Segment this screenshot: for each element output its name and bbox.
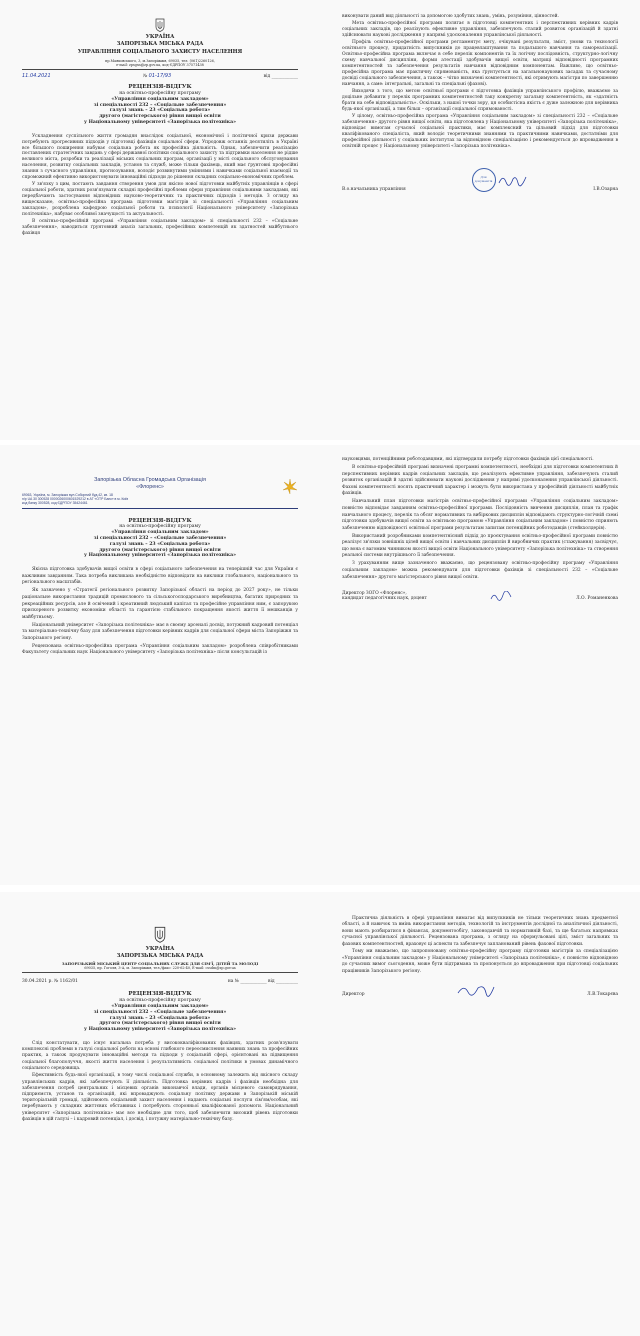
address-line-1: пр.Маяковського, 3, м.Запоріжжя, 69035, тел. (061)2260126, — [105, 58, 215, 63]
paragraph: Мета освітньо-професійної програми полягає в підготовці компетентних і перспективних керівних кадрів соціальних закладів, що реалізують ефективне управління, забезпечують сталий розвиток організацій й здатні здійснювати наукові дослідження у напрямі удосконалення управлінської діяльності. — [342, 21, 618, 39]
paragraph: Ускладнення суспільного життя громадян внаслідок соціальної, економічної і політичної кризи держави потребують прогресивних підходів у підготовці фахівців соціальної сфери. Упродовж останніх десятиліть в Україні все більшого поширення набуває соціальна робота як професійна діяльність. Однак, забезпечити реалізацію поставлених стратегічних завдань у сфері державної політики соціального захисту та підтримки населення не рідше великого міста, розробки та реалізації міських соціальних програм, організації у місті соціального обслуговування населення, розвитку соціальних закладів, установ та служб, може тільки фахівець, який має ґрунтовні професійні знання з сучасного управління, прогнозування, володіє розвинутими уміннями і навичками соціальної взаємодії та спроможний ефективно використовувати інноваційні підходи до рішення складних соціально-економічних проблем. — [22, 133, 298, 181]
heading-line: «Управління соціальним закладом» — [111, 530, 209, 536]
signature-block — [320, 591, 640, 601]
review-body — [0, 1041, 320, 1123]
paragraph: В освітньо-професійній програмі визначені програмні компетентності, необхідні для підготовки компетентних й перспективних керівних кадрів соціальних закладів, що реалізують ефективне управління, забезпечують сталий розвиток організацій й здатні здійснювати наукові дослідження у напрямі удосконалення управлінської діяльності. Фахові компетентності носять практичний характер і можуть бути використана у професійній діяльності майбутніх фахівців. — [342, 464, 618, 497]
heading-line: другого (магістерського) рівня вищої освіти — [99, 1021, 221, 1027]
florence-logo-icon — [282, 477, 298, 495]
ref-label: від — [263, 73, 271, 79]
address-line-2: e-mail: zpsgsn@zp.gov.ua, код ЄДРПОУ 37571438 — [116, 62, 204, 67]
signature-icon — [490, 591, 512, 601]
center-title: ЗАПОРІЗЬКИЙ МІСЬКИЙ ЦЕНТР СОЦІАЛЬНИХ СЛУЖБ ДЛЯ СІМ'Ї, ДІТЕЙ ТА МОЛОДІ — [61, 961, 259, 967]
org-header — [0, 477, 320, 506]
paragraph: виконувати даний вид діяльності за допомогою здобутих знань, умінь, розуміння, цінностей. — [342, 14, 559, 19]
paragraph: Ефективність будь-якої організації, в тому числі соціальної служби, в основному залежить від якісного складу управлінських кадрів, які забезпечують її діяльність. Підготовка керівних кадрів і фахівців необхідна для забезпечення потреб центральних і місцевих органів виконавчої влади, органів місцевого самоврядування, підприємств, установ та організацій, які впроваджують соціальну політику держави в Запорізькій міській територіальній громаді, здійснюють соціальний захист населення і надають соціальні послуги сім'ям/особам, які перебувають у складних життєвих обставинах і потребують сторонньої кваліфікованої допомоги. Національний університет «Запорізька політехніка» має все необхідне для того, щоб забезпечити високий рівень підготовки фахівців в цій галузі – і кадровий потенціал, і досвід, і потужну матеріально-технічну базу. — [22, 1073, 298, 1122]
signature-icon — [456, 983, 496, 997]
paragraph: Виходячи з того, що метою освітньої програми є підготовка фахівців управлінського профілю, вважаємо за доцільне добавити у перелік програмних компетентностей таку конкретну загальну компетентність, як «здатність брати на себе відповідальність». Оскільки, з нашої точки зору, ця особистісна якість є дуже залежною для керівника будь-якої організації, а тим більш – організації соціальної спрямованості. — [342, 89, 618, 112]
org-short-name: «Флоренс» — [136, 484, 164, 490]
heading-title: РЕЦЕНЗІЯ-ВІДГУК — [128, 991, 192, 998]
paragraph: Профіль освітньо-професійної програми регламентує мету, очікувані результати, зміст, умови та технології освітнього процесу, придатність випускників до працевлаштування та подальшого навчання та самореалізації. Освітньо-професійна програма включає в себе перелік компонентів та їх логічну послідовність, структурно-логічну схему навчальної дисципліни, форми атестації здобувачів вищої освіти, матриці відповідності програмних компетентностей та забезпечення результатів навчання відповідним компонентам. Важливо, що освітньо-професійна програма має практичну спрямованість, яка ґрунтується на загальнонаукових засадах та сучасному досвіді соціального забезпечення, а також – чітко визначені компетентності, які отримують магістри по завершенню навчання, а саме: інтегральні, загальні та спеціальні (фахові). — [342, 40, 618, 87]
signer-degree: кандидат педагогічних наук, доцент — [342, 596, 427, 602]
paragraph: Як зазначено у «Стратегії регіонального розвитку Запорізької області на період до 2027 року», не тільки раціональне використання традицій промислового та сільськогосподарського виробництва, багатих природних та рекреаційних ресурсів, але й освічений і креативний людський капітал та професійне управління ним, є запорукою прискореного розвитку економіки області та гарантією стабільного покращення якості життя її мешканців у майбутньому. — [22, 588, 298, 620]
review-page-1 — [0, 0, 320, 440]
doc-number: 01-17/93 — [148, 73, 172, 80]
heading-line: у Національному університеті «Запорізька політехніка» — [84, 1027, 236, 1033]
doc-date: 30.04.2021 р. № 1162/01 — [22, 979, 78, 985]
signer-title: Директор ЗОГО «Флоренс», — [342, 591, 407, 597]
heading-title: РЕЦЕНЗІЯ-ВІДГУК — [128, 84, 192, 91]
heading-line: «Управління соціальним закладом» — [111, 1003, 209, 1009]
heading-line: зі спеціальності 232 – «Соціальне забезпечення» — [93, 1009, 227, 1015]
review-page-2 — [320, 0, 640, 440]
paragraph: Рецензована освітньо-професійна програма «Управління соціальним закладом» розроблена співробітниками Факультету соціальних наук Національного університету «Запорізька політехніка» після консультацій із — [22, 643, 298, 656]
country-title: УКРАЇНА — [145, 34, 175, 40]
review-page-3 — [0, 445, 320, 885]
signer-name: Л.О. Романенкова — [575, 596, 618, 602]
paragraph: З урахуванням вище зазначеного вважаємо, що рецензовану освітньо-професійну програму «Управління соціальним закладом» можна рекомендувати для підготовки фахівців зі спеціальності 232 – «Соціальне забезпечення» другого магістерського рівня вищої освіти. — [342, 561, 618, 580]
heading-line: галузі знань – 23 «Соціальна робота» — [109, 1015, 211, 1021]
heading-line: у Національному університеті «Запорізька політехніка» — [84, 119, 236, 125]
paragraph: Якісна підготовка здобувачів вищої освіти в сфері соціального забезпечення на теперішній час для України є важливим завданням. Така потреба викликана необхідністю відповідати на виклики глобального, національного та регіонального масштабів. — [22, 567, 298, 586]
signature-block — [320, 983, 640, 997]
signature-block — [320, 168, 640, 192]
paragraph: В освітньо-професійній програмі «Управління соціальним закладом» зі спеціальності 232 – «Соціальне забезпечення», наводиться ґрунтовний аналіз загальних, професійних компетенцій як здатностей майбутнього фахівця — [22, 219, 298, 237]
doc-ref: на № ____________ від __________ — [227, 979, 298, 985]
review-heading — [0, 519, 320, 560]
org-name: Запорізька Обласна Громадська Організація — [94, 477, 206, 483]
heading-line: «Управління соціальним закладом» — [111, 96, 209, 102]
heading-line: на освітньо-професійну програму — [119, 90, 201, 96]
doc-number-row: 11.04.2021 № 01-17/93 від ____________ — [22, 73, 298, 80]
paragraph: У цілому, освітньо-професійна програма «Управління соціальним закладом» зі спеціальності 232 – «Соціальне забезпечення» другого рівня вищої освіти, яка підготовлена у Національному університеті «Запорізька політехніка», відповідає вимогам сучасної соціальної практики, має комплексний та цільовий підхід для підготовки кваліфікованого спеціаліста, який володіє теоретичними знаннями та практичними навичками, достатніми для професійної діяльності у соціальних інститутах за відповідною спеціалізацією і рекомендується до впровадження в освітній процес у Національному університеті «Запорізька політехніка». — [342, 114, 618, 149]
review-body — [320, 14, 640, 150]
doc-date: 11.04.2021 — [22, 73, 51, 80]
heading-line: другого (магістерського) рівня вищої освіти — [99, 547, 221, 553]
paragraph: Слід констатувати, що існує нагальна потреба у висококваліфікованих фахівцях, здатних розв'язувати комплексні проблеми в галузі соціальної роботи на основі глибокого переосмислення наявних знань та професійних практик, а також продукувати інноваційні методи та підходи у соціальній сфері, орієнтовані на підвищення соціальної благополуччя, якості життя населення і результативність соціальної політики в умовах динамічного соціального середовища. — [22, 1040, 298, 1071]
heading-line: зі спеціальності 232 – «Соціальне забезпечення» — [93, 536, 227, 541]
signature-icon — [498, 173, 528, 187]
review-heading — [0, 992, 320, 1033]
council-title: ЗАПОРІЗЬКА МІСЬКА РАДА — [116, 40, 204, 47]
country-title: УКРАЇНА — [145, 946, 175, 952]
signer-name: Л.В.Токарєва — [587, 992, 618, 998]
org-address: 69063, Україна, м. Запоріжжя вул.Соборний буд.42, кв. 18 — [22, 493, 113, 497]
heading-line: галузі знань – 23 «Соціальна робота» — [109, 108, 211, 114]
paragraph: Використаний розробниками компетентнісний підхід до проєктування освітньо-професійної програми повністю реалізує зв'язки зовнішніх цілей вищої освіти і навчальних дисциплін й виробничих практик (стажування) засвідчує, що вона є вагомим чинником якості вищої освіти Національного університету «Запорізька політехніка» та створення реальної системи внутрішнього її забезпечення. — [342, 533, 618, 559]
heading-line: галузі знань – 23 «Соціальна робота» — [109, 541, 211, 547]
review-heading — [0, 85, 320, 126]
coat-of-arms-icon — [155, 18, 165, 32]
heading-title: РЕЦЕНЗІЯ-ВІДГУК — [128, 517, 192, 524]
paragraph: науковцями, потенційними роботодавцями, які підтвердили потребу підготовки фахівців цієї спеціальності. — [342, 457, 594, 462]
paragraph: Практична діяльність в сфері управління вимагає від випускників не тільки теоретичних знань предметної області, а й навичок та вмінь використання методів, технологій та інструментів дослідної та аналітичної діяльності, вони мають розбиратися в фінансах, документообігу, законодавчій та нормативній базі, та ще багатьох напрямках сучасної управлінської діяльності. Рецензована програма, з огляду на сформульовані цілі, зміст загальних та фахових компетентностей, враховує ці аспекти та забезпечує запланований рівень фахової підготовки. — [342, 916, 618, 947]
heading-line: на освітньо-професійну програму — [119, 998, 201, 1004]
org-bank: п/р UA 30 300528 0000026000601529212 в AT «OTP Банк» в м. Київ — [22, 497, 129, 502]
paragraph: Національний університет «Запорізька політехніка» має в своєму арсеналі досвід, потужний кадровий потенціал та матеріально-технічну базу для забезпечення підготовки керівних кадрів для соціальної сфери міста Запоріжжя та Запорізького регіону. — [22, 622, 298, 641]
department-title: УПРАВЛІННЯ СОЦІАЛЬНОГО ЗАХИСТУ НАСЕЛЕННЯ — [77, 49, 243, 56]
review-page-6 — [320, 892, 640, 1336]
signer-title: В.о.начальника управління — [342, 186, 406, 192]
review-body — [320, 457, 640, 581]
number-label: № — [143, 74, 148, 80]
coat-of-arms-icon — [154, 926, 166, 943]
heading-line: на освітньо-професійну програму — [119, 524, 201, 530]
heading-line: у Національному університеті «Запорізька політехніка» — [84, 553, 236, 559]
heading-line: другого (магістерського) рівня вищої освіти — [99, 114, 221, 120]
paragraph: У зв'язку з цим, постають завдання створення умов для якісно нової підготовки майбутніх управлінців в сфері соціальної роботи, здатних розв'язувати складні професійні проблеми сфери управління соціальними закладами, які передбачають застосування відповідних науково-теоретичних та практичних підходів і методів. З огляду на вищесказане, освітньо-професійна програма підготовки магістрів зі спеціальності «Управління соціальним закладом», розроблена кафедрою соціальної роботи та психології Національного університету «Запорізька політехніка», набуває особливої значущості та актуальності. — [22, 182, 298, 217]
org-code: код банку 300528, код ЄДРПОУ 35424461 — [22, 501, 88, 506]
council-title: ЗАПОРІЗЬКА МІСЬКА РАДА — [116, 952, 204, 959]
review-page-5 — [0, 892, 320, 1336]
stamp-icon: Для документів — [472, 168, 496, 192]
paragraph: Тому ми вважаємо, що запропоновану освітньо-професійну програму підготовки магістрів за спеціалізацією «Управління соціальним закладом» у Національному університеті «Запорізька політехніка», є повністю відповідною до сучасних вимог сьогодення, може бути підтримана та пропонується до впровадження при підготовці соціальних працівників Запорізького регіону. — [342, 949, 618, 974]
review-body — [0, 567, 320, 657]
review-body — [320, 916, 640, 975]
signer-name: І.В.Озарна — [593, 186, 618, 192]
signer-title: Директор — [342, 992, 365, 998]
paragraph: Навчальний план підготовки магістрів освітньо-професійної програми «Управління соціальним закладом» повністю відповідає завданням освітньо-професійної програми. Послідовність вивчення дисциплін, план та графік навчального процесу, перелік та обсяг нормативних та вибіркових дисциплін відповідають структурно-логічній схемі підготовки здобувачів вищої освіти за освітньою програмою «Управління соціальним закладом» і повністю сприяють забезпеченню відповідності освітньої програми результатам запитам потенційних роботодавців (стейкхолдерів). — [342, 499, 618, 531]
review-page-4 — [320, 445, 640, 885]
center-address: 69035, пр. Гоголя, 3-А, м. Запоріжжя, тел./факс: 220-62-40, E-mail: cssdm@zp.gov.ua — [84, 966, 236, 971]
review-body — [0, 134, 320, 237]
heading-line: зі спеціальності 232 – «Соціальне забезпечення» — [93, 102, 227, 108]
